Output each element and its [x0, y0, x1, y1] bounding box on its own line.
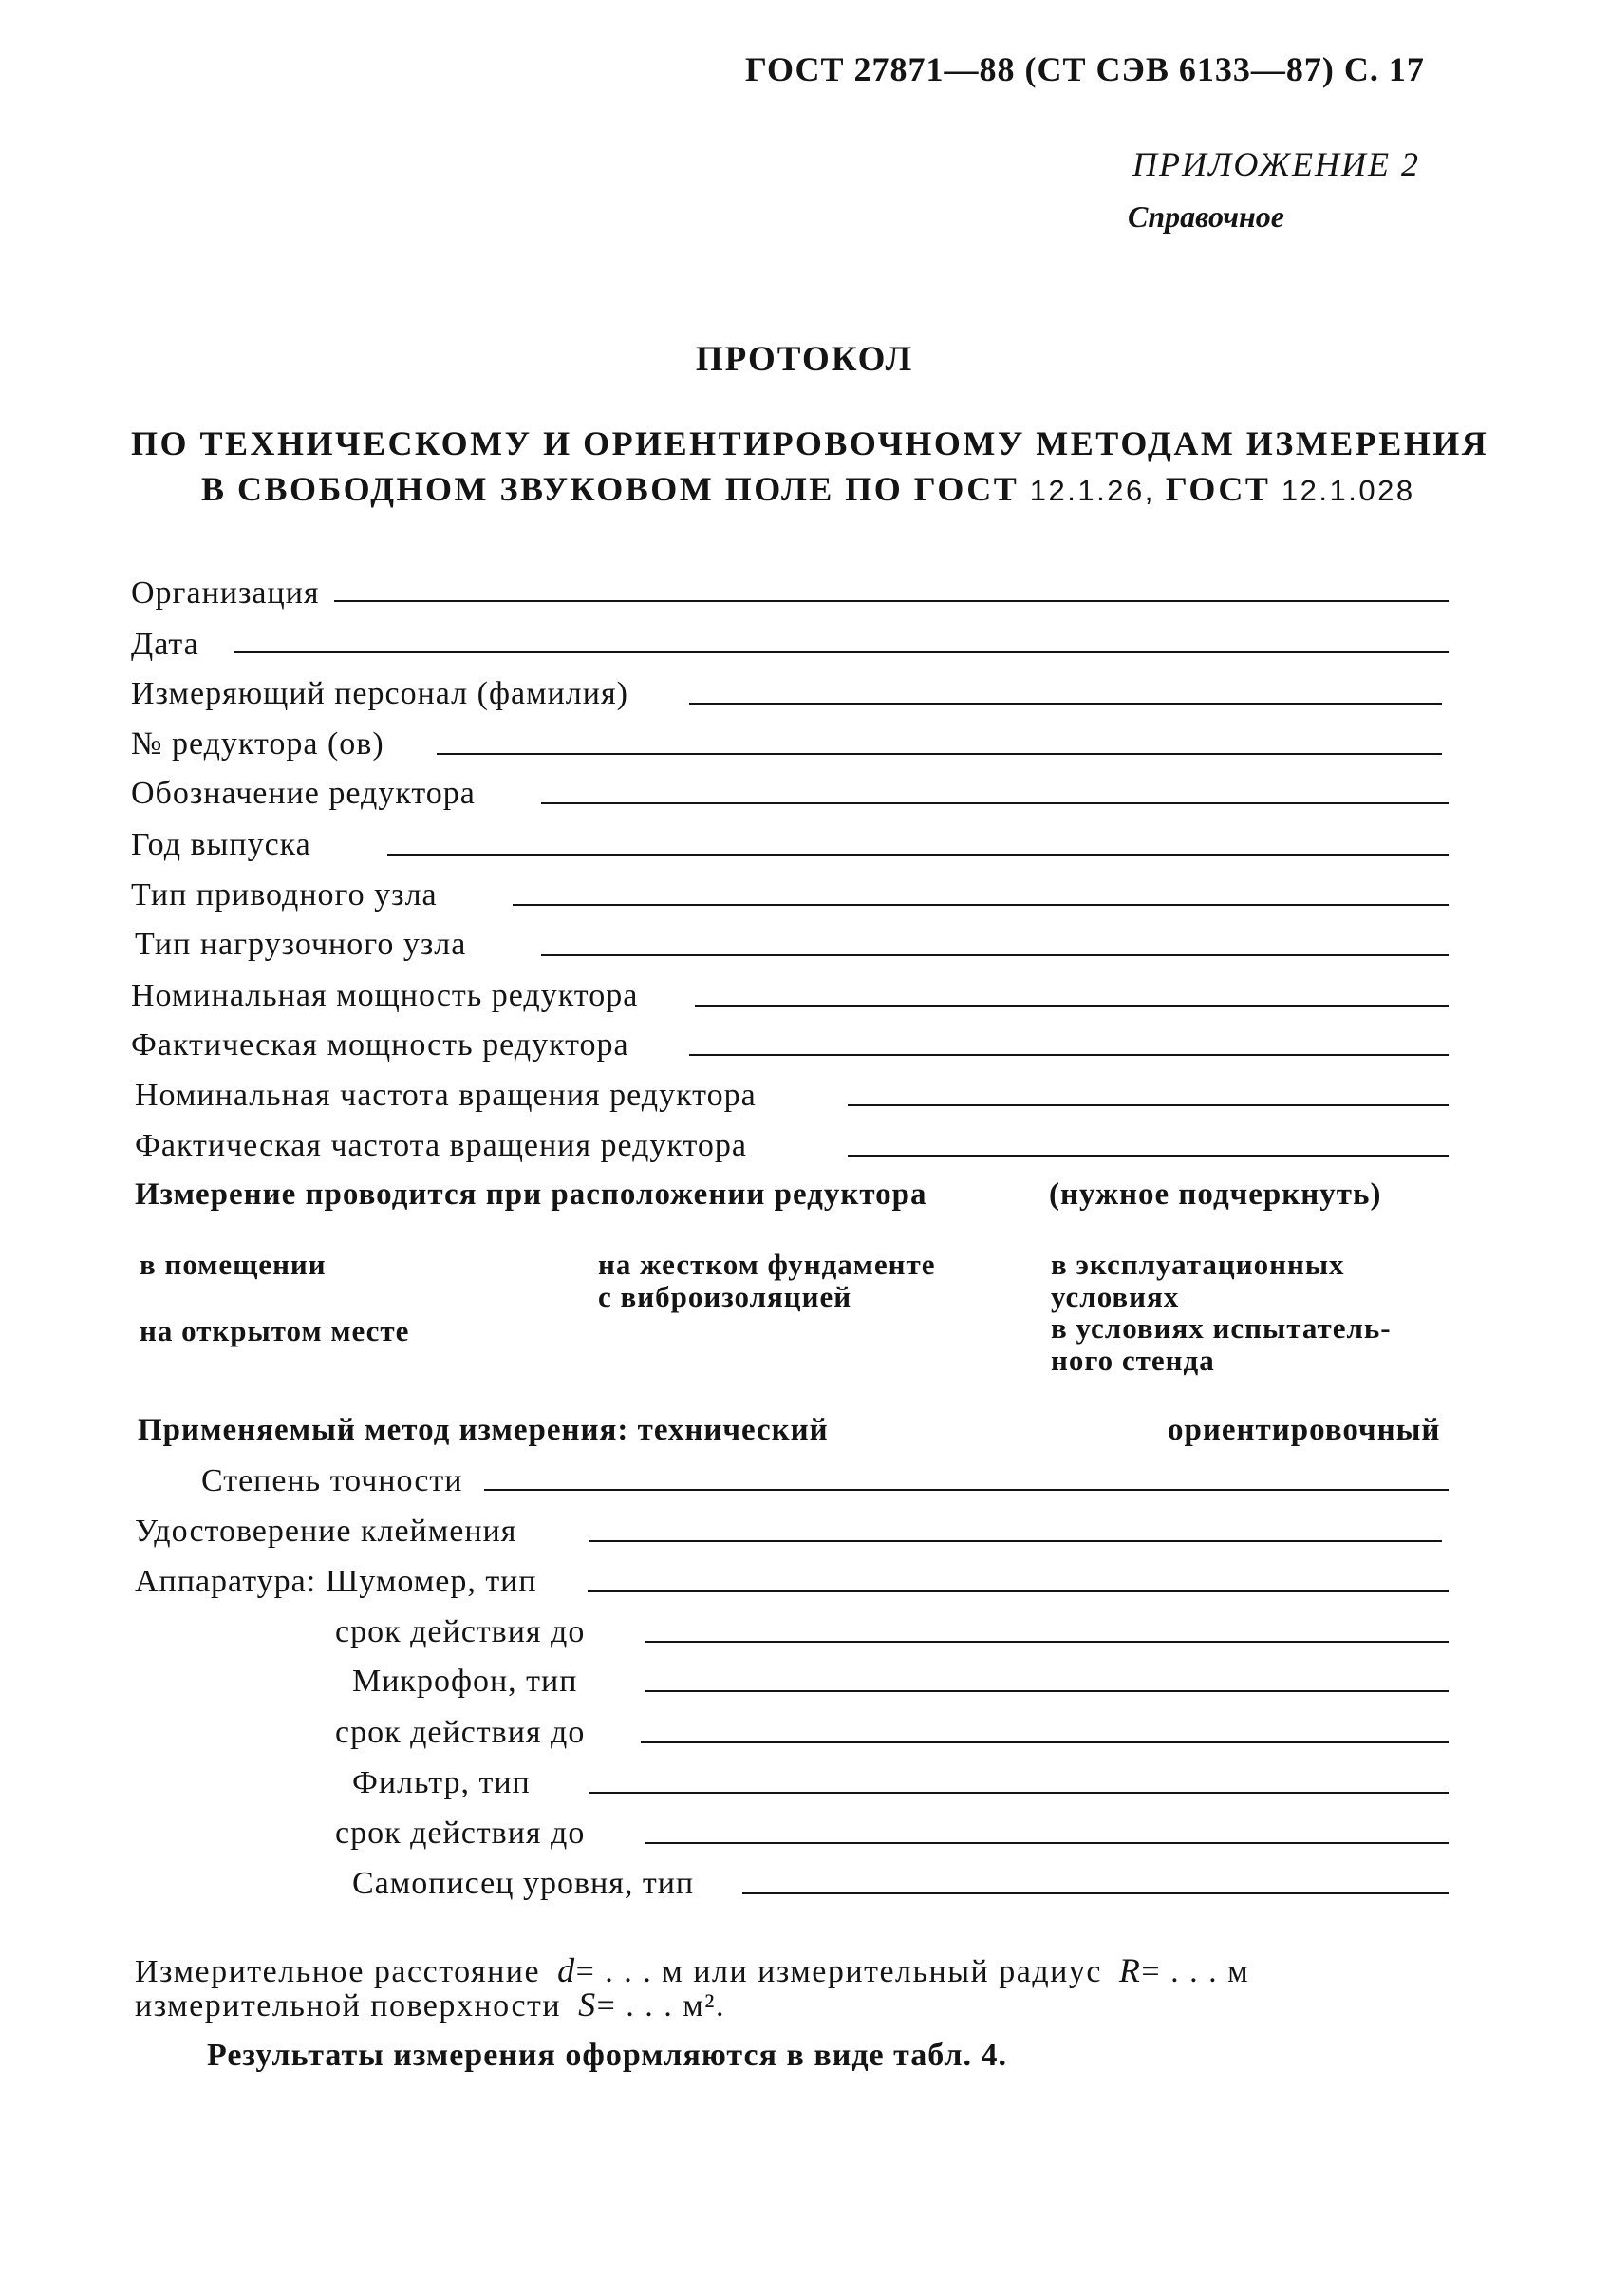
field-valid-until-1-label: срок действия до: [335, 1614, 586, 1649]
standard-header: ГОСТ 27871—88 (СТ СЭВ 6133—87) С. 17: [745, 50, 1425, 88]
field-date-label: Дата: [131, 627, 199, 662]
option-test-line-2: ного стенда: [1051, 1344, 1215, 1377]
field-drive-type-label: Тип приводного узла: [131, 877, 438, 913]
option-outdoor[interactable]: на открытом месте: [140, 1314, 410, 1347]
field-actual-power-label: Фактическая мощность редуктора: [131, 1027, 629, 1063]
field-level-recorder-line[interactable]: [742, 1892, 1449, 1894]
field-actual-speed-label: Фактическая частота вращения редуктора: [135, 1128, 748, 1163]
distance-text-a: Измерительное расстояние: [135, 1954, 541, 1989]
distance-symbol-d: d: [557, 1951, 576, 1989]
field-valid-until-3-line[interactable]: [645, 1842, 1449, 1844]
field-filter-label: Фильтр, тип: [352, 1765, 531, 1800]
field-microphone-label: Микрофон, тип: [352, 1664, 578, 1699]
field-microphone-line[interactable]: [645, 1690, 1449, 1692]
radius-symbol-r: R: [1118, 1951, 1142, 1989]
option-rigid-line-1: на жестком фундаменте: [598, 1248, 936, 1281]
method-approximate[interactable]: ориентировочный: [1168, 1413, 1441, 1447]
option-rigid-foundation[interactable]: [598, 1249, 935, 1313]
field-year-line[interactable]: [387, 854, 1449, 856]
equipment-prefix: Аппаратура:: [135, 1564, 317, 1599]
field-valid-until-2-line[interactable]: [641, 1741, 1449, 1743]
method-technical[interactable]: Применяемый метод измерения: технический: [138, 1413, 829, 1447]
field-year-label: Год выпуска: [131, 827, 311, 862]
title-line-2-d: 12.1.028: [1281, 474, 1415, 507]
surface-text-b: = . . . м².: [596, 1988, 725, 2023]
field-filter-line[interactable]: [589, 1792, 1449, 1794]
option-rigid-line-2: с виброизоляцией: [598, 1280, 852, 1313]
option-operating-conditions[interactable]: [1051, 1249, 1345, 1313]
distance-paragraph-line-2: [135, 1985, 725, 2024]
field-sound-meter-line[interactable]: [588, 1590, 1449, 1592]
field-date-line[interactable]: [234, 651, 1449, 653]
title-line-1: ПО ТЕХНИЧЕСКОМУ И ОРИЕНТИРОВОЧНОМУ МЕТОДАМ ИЗМЕРЕНИЯ: [131, 424, 1489, 462]
field-reducer-no-label: № редуктора (ов): [131, 726, 384, 762]
field-certificate-label: Удостоверение клеймения: [135, 1514, 517, 1549]
option-test-stand[interactable]: [1051, 1312, 1392, 1377]
field-level-recorder-label: Самописец уровня, тип: [352, 1866, 695, 1901]
results-note: Результаты измерения оформляются в виде табл. 4.: [207, 2038, 1007, 2073]
field-valid-until-3-label: срок действия до: [335, 1816, 586, 1851]
field-drive-type-line[interactable]: [513, 904, 1449, 906]
field-nominal-speed-label: Номинальная частота вращения редуктора: [135, 1078, 757, 1113]
option-test-line-1: в условиях испытатель-: [1051, 1311, 1392, 1345]
field-designation-line[interactable]: [541, 802, 1449, 804]
title-line-2-c: ГОСТ: [1165, 470, 1282, 508]
option-indoor[interactable]: в помещении: [140, 1248, 327, 1281]
placement-intro-note: (нужное подчеркнуть): [1049, 1177, 1382, 1212]
surface-text-a: измерительной поверхности: [135, 1988, 562, 2023]
field-nominal-power-label: Номинальная мощность редуктора: [131, 978, 639, 1013]
appendix-type: Справочное: [1128, 199, 1284, 234]
field-valid-until-1-line[interactable]: [645, 1641, 1449, 1643]
field-organization-label: Организация: [131, 575, 320, 611]
field-load-type-line[interactable]: [541, 954, 1449, 956]
placement-intro: Измерение проводится при расположении редуктора: [135, 1177, 927, 1212]
document-title: ПРОТОКОЛ: [695, 340, 914, 379]
field-certificate-line[interactable]: [589, 1540, 1442, 1542]
field-reducer-no-line[interactable]: [437, 753, 1442, 755]
field-load-type-label: Тип нагрузочного узла: [135, 927, 467, 962]
appendix-label: ПРИЛОЖЕНИЕ 2: [1132, 145, 1420, 183]
radius-text-c: = . . . м: [1141, 1954, 1250, 1989]
field-designation-label: Обозначение редуктора: [131, 776, 476, 811]
surface-symbol-s: S: [578, 1985, 597, 2023]
distance-text-b: = . . . м или измерительный радиус: [575, 1954, 1102, 1989]
option-operating-line-1: в эксплуатационных: [1051, 1248, 1345, 1281]
field-accuracy-line[interactable]: [484, 1489, 1449, 1491]
field-accuracy-label: Степень точности: [201, 1463, 463, 1498]
field-organization-line[interactable]: [334, 600, 1449, 602]
field-nominal-power-line[interactable]: [695, 1005, 1449, 1007]
field-actual-speed-line[interactable]: [848, 1155, 1449, 1157]
option-operating-line-2: условиях: [1051, 1280, 1180, 1313]
title-line-2: [201, 469, 1415, 509]
field-sound-meter-label: Шумомер, тип: [326, 1564, 537, 1599]
field-valid-until-2-label: срок действия до: [335, 1715, 586, 1750]
field-nominal-speed-line[interactable]: [848, 1104, 1449, 1106]
title-line-2-a: В СВОБОДНОМ ЗВУКОВОМ ПОЛЕ ПО ГОСТ: [201, 470, 1030, 508]
field-personnel-label: Измеряющий персонал (фамилия): [131, 676, 628, 711]
field-personnel-line[interactable]: [689, 703, 1442, 705]
field-actual-power-line[interactable]: [689, 1054, 1449, 1056]
title-line-2-b: 12.1.26,: [1029, 474, 1166, 507]
